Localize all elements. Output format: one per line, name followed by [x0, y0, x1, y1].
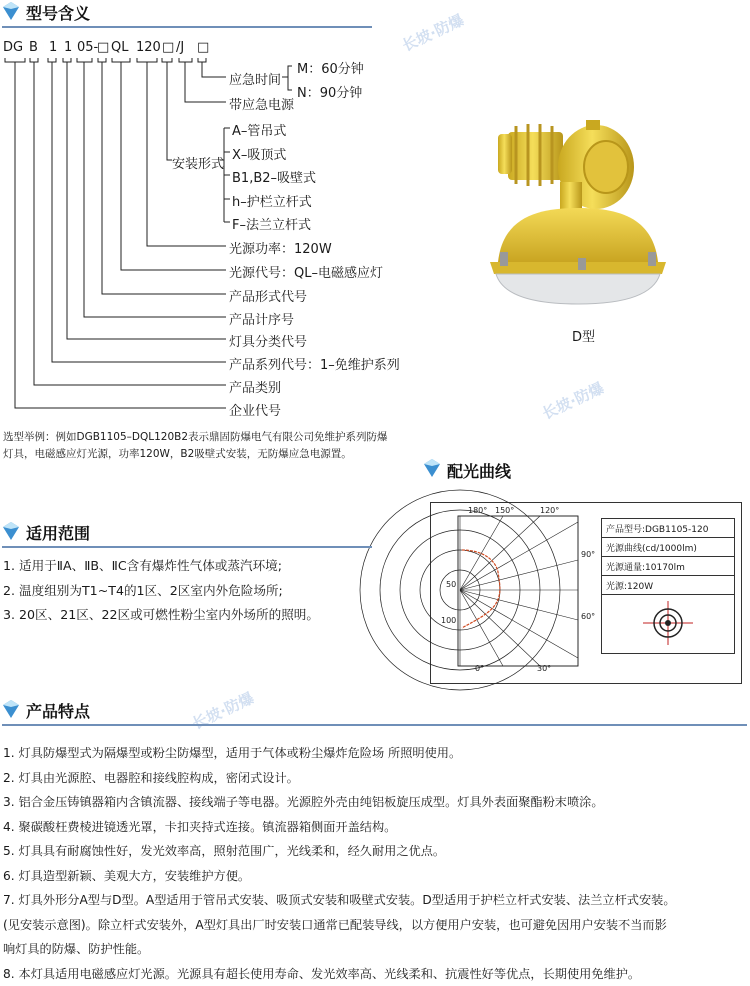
list-item: 2. 温度组别为T1~T4的1区、2区室内外危险场所; — [3, 579, 319, 604]
polar-label: 60° — [581, 612, 595, 621]
section-title-scope: 适用范围 — [26, 521, 90, 544]
features-list — [3, 741, 676, 986]
code-part: □ — [197, 40, 209, 55]
label-form-code: 产品形式代号 — [229, 286, 307, 305]
polar-diagram — [440, 510, 590, 675]
diamond-icon — [3, 522, 19, 540]
label-install-x: X–吸顶式 — [232, 144, 286, 163]
polar-label: 120° — [540, 506, 559, 515]
list-item: 4. 聚碳酸枉费棱进镜透光罩，卡扣夹持式连接。镇流器箱侧面开盖结构。 — [3, 815, 676, 840]
diamond-icon — [3, 700, 19, 718]
info-cell: 光源:120W — [602, 576, 735, 595]
list-item: 6. 灯具造型新颖、美观大方，安装维护方便。 — [3, 864, 676, 889]
label-source-code: 光源代号：QL–电磁感应灯 — [229, 262, 383, 281]
product-image-caption: D型 — [572, 326, 595, 345]
label-install-b: B1,B2–吸壁式 — [232, 167, 316, 186]
label-emergency-power: 带应急电源 — [229, 94, 294, 113]
info-cell-symbol — [602, 595, 735, 654]
polar-label: 100 — [441, 616, 456, 625]
code-part: B — [29, 40, 38, 55]
label-company: 企业代号 — [229, 400, 281, 419]
info-cell: 光源通量:10170lm — [602, 557, 735, 576]
diamond-icon — [424, 459, 440, 477]
polar-label: 50 — [446, 580, 456, 589]
list-item: (见安装示意图)。除立杆式安装外，A型灯具出厂时安装口通常已配装导线，以方便用户安装，也可避免因用户安装不当而影 — [3, 913, 676, 938]
label-lamp-class: 灯具分类代号 — [229, 331, 307, 350]
list-item: 响灯具的防爆、防护性能。 — [3, 937, 676, 962]
section-title-light-curve: 配光曲线 — [447, 459, 511, 482]
label-emergency-time: 应急时间 — [229, 69, 281, 88]
polar-label: 30° — [537, 664, 551, 673]
list-item: 1. 灯具防爆型式为隔爆型或粉尘防爆型，适用于气体或粉尘爆炸危险场 所照明使用。 — [3, 741, 676, 766]
info-cell: 产品型号:DGB1105-120 — [602, 519, 735, 538]
watermark: 长坡·防爆 — [539, 377, 607, 424]
code-part: 120 — [136, 40, 161, 55]
label-install-type: 安装形式 — [172, 153, 224, 172]
scope-list — [3, 554, 319, 628]
label-power: 光源功率：120W — [229, 238, 332, 257]
title-underline — [2, 724, 747, 726]
polar-label: 0° — [475, 664, 484, 673]
list-item: 2. 灯具由光源腔、电器腔和接线腔构成，密闭式设计。 — [3, 766, 676, 791]
label-serial: 产品计序号 — [229, 309, 294, 328]
list-item: 5. 灯具具有耐腐蚀性好，发光效率高，照射范围广，光线柔和，经久耐用之优点。 — [3, 839, 676, 864]
lamp-symbol-icon — [643, 601, 693, 645]
label-time-m: M：60分钟 — [297, 58, 364, 77]
example-line-2: 灯具，电磁感应灯光源，功率120W，B2吸壁式安装，无防爆应急电源置。 — [3, 446, 352, 461]
code-part: □ — [162, 40, 174, 55]
light-curve-info-table — [601, 518, 735, 654]
label-category: 产品类别 — [229, 377, 281, 396]
code-part: QL — [111, 40, 128, 55]
list-item: 3. 铝合金压铸镇器箱内含镇流器、接线端子等电器。光源腔外壳由纯铝板旋压成型。灯具外表面聚酯粉末喷涂。 — [3, 790, 676, 815]
label-install-h: h–护栏立杆式 — [232, 191, 312, 210]
code-part: DG — [3, 40, 23, 55]
label-time-n: N：90分钟 — [297, 82, 362, 101]
code-part: 1 — [49, 40, 57, 55]
title-underline — [2, 546, 372, 548]
list-item: 7. 灯具外形分A型与D型。A型适用于管吊式安装、吸顶式安装和吸壁式安装。D型适用于护栏立杆式安装、法兰立杆式安装。 — [3, 888, 676, 913]
label-series-code: 产品系列代号：1–免维护系列 — [229, 354, 400, 373]
label-install-f: F–法兰立杆式 — [232, 214, 311, 233]
label-install-a: A–管吊式 — [232, 120, 286, 139]
polar-label: 150° — [495, 506, 514, 515]
code-part: □ — [97, 40, 109, 55]
polar-label: 180° — [468, 506, 487, 515]
polar-label: 90° — [581, 550, 595, 559]
code-part: 05- — [77, 40, 98, 55]
list-item: 3. 20区、21区、22区或可燃性粉尘室内外场所的照明。 — [3, 603, 319, 628]
section-title-model: 型号含义 — [26, 1, 90, 24]
code-part: /J — [176, 40, 184, 55]
info-cell: 光源曲线(cd/1000lm) — [602, 538, 735, 557]
product-image-lamp — [478, 112, 678, 312]
example-line-1: 选型举例：例如DGB1105–DQL120B2表示鼎固防爆电气有限公司免维护系列防爆 — [3, 429, 388, 444]
section-title-features: 产品特点 — [26, 699, 90, 722]
list-item: 8. 本灯具适用电磁感应灯光源。光源具有超长使用寿命、发光效率高、光线柔和、抗震性好等优点，长期使用免维护。 — [3, 962, 676, 986]
list-item: 1. 适用于ⅡA、ⅡB、ⅡC含有爆炸性气体或蒸汽环境; — [3, 554, 319, 579]
code-part: 1 — [64, 40, 72, 55]
watermark: 长坡·防爆 — [399, 9, 467, 56]
watermark: 长坡·防爆 — [189, 687, 257, 734]
